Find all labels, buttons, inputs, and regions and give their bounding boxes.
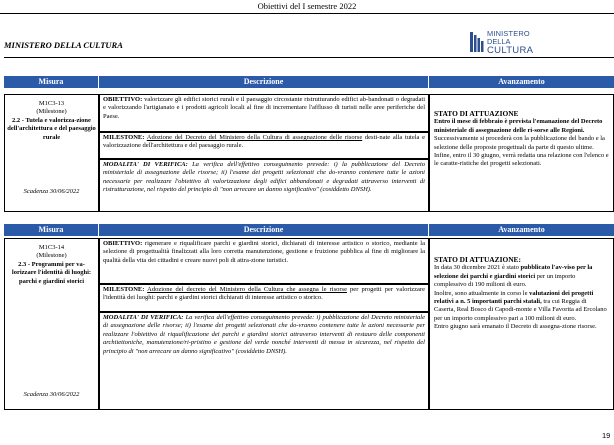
table-section-2 — [4, 224, 614, 410]
header-rule — [0, 13, 614, 14]
milestone-text: desti-nate alla tutela e valorizzazione dell'architettura e del paesaggio rurale. — [103, 134, 425, 150]
avanzamento-cell — [429, 94, 614, 212]
col-misura: Misura — [4, 224, 99, 236]
verifica-text: La verifica dell'effettivo conseguimento prevede: i) la pubblicazione del Decreto ministeriale di assegnazione delle risorse; ii) l'esame dei progetti selezionati che do-vranno contenere tutte le azioni necessarie per realizzare l'obiettivo di valorizzazione degli edifici abbandonati e degradati attraverso interventi di ristrutturazione, nel rispetto del principio di "non arrecare un danno significativo" (cosiddetto DNSH). — [103, 161, 425, 194]
col-misura: Misura — [4, 76, 99, 88]
measure-deadline: Scadenza 30/06/2022 — [23, 391, 80, 398]
stato-title: STATO DI ATTUAZIONE: — [434, 255, 521, 264]
milestone-label: MILESTONE: — [103, 134, 145, 141]
objective-label: OBIETTIVO: — [103, 96, 143, 103]
ministry-name: MINISTERO DELLA CULTURA — [4, 40, 123, 50]
stato-title: STATO DI ATTUAZIONE — [434, 109, 519, 118]
stato-p2-b: valutazioni dei progetti relativi a n. 5 importanti parchi statali, — [434, 289, 594, 306]
col-descrizione: Descrizione — [99, 76, 429, 88]
page-number: 19 — [602, 431, 611, 440]
stato-text: Successivamente si procederà con la pubblicazione del bando e la selezione delle proposte progettuali da parte di questo ultime. Infine, entro il 30 giugno, verrà redatta una relazione con l'elenco e le caratte-ristiche dei progetti selezionati. — [434, 135, 609, 168]
milestone-label: MILESTONE: — [103, 286, 145, 293]
objective-text: rigenerare e riqualificare parchi e giardini storici, dichiarati di interesse artistico o storico, mediante la selezione di progettualità finalizzati alla loro corretta manutenzione, gestione e fruizione pubblica al fine di migliorare la qualità della vita dei cittadini e creare nuovi poli di attra-zione turistici. — [103, 240, 425, 264]
milestone-underlined: Adozione del Decreto del Ministero della Cultura di assegnazione delle risorse — [146, 134, 363, 141]
measure-title: 2.3 - Programmi per va-lorizzare l'identità di luoghi: parchi e giardini storici — [11, 260, 92, 285]
stato-p1-c: per un importo complessivo di 190 milioni di euro. — [434, 272, 576, 289]
logo-line1: MINISTERO — [487, 29, 530, 38]
objective-cell — [99, 238, 429, 284]
measure-title: 2.2 - Tutela e valorizza-zione dell'architettura e del paesaggio rurale — [7, 116, 96, 141]
objective-text: valorizzare gli edifici storici rurali e il paesaggio circostante ristrutturando edifici ab-bandonati o degradati e valorizzando l'artigianato e i prodotti agricoli locali al fine di incrementare l'afflusso di turisti nelle aree periferiche del Paese. — [103, 96, 425, 120]
verifica-cell — [99, 159, 429, 212]
col-avanzamento: Avanzamento — [498, 225, 545, 234]
stato-text-bold: Entro il mese di febbraio è prevista l'emanazione del Decreto ministeriale di assegnazione delle ri-sorse alle Regioni. — [434, 118, 603, 134]
table-section-1 — [4, 76, 614, 212]
measure-deadline: Scadenza 30/06/2022 — [23, 188, 80, 195]
measure-kind: (Milestone) — [36, 108, 67, 116]
page-title: Obiettivi del I semestre 2022 — [257, 1, 357, 11]
milestone-text: per progetti per valorizzare l'identità dei luoghi: parchi e giardini storici dichiarati di interesse artistico o storico. — [103, 286, 425, 302]
verifica-label: MODALITA' DI VERIFICA: — [103, 161, 188, 168]
objective-label: OBIETTIVO: — [103, 240, 143, 247]
table-header — [4, 224, 614, 236]
stato-paragraph-2 — [434, 290, 609, 324]
measure-kind: (Milestone) — [36, 252, 67, 260]
stato-paragraph-1 — [434, 264, 609, 289]
col-descrizione: Descrizione — [99, 224, 429, 236]
ministry-emblem-icon — [470, 32, 484, 52]
stato-p1-b: pubblicato l'av-viso per la selezione dei parchi e giardini storici — [434, 264, 593, 280]
objective-cell — [99, 94, 429, 132]
ministry-logo — [470, 30, 540, 56]
stato-paragraph-3: Entro giugno sarà emanato il Decreto di assegna-zione risorse. — [434, 323, 597, 331]
stato-p2-a: Inoltre, sono attualmente in corso le — [434, 289, 530, 297]
misura-cell — [4, 238, 99, 410]
measure-code: M1C3-14 — [38, 244, 65, 251]
verifica-text: La verifica dell'effettivo conseguimento prevede: i) pubblicazione del Decreto ministeriale di assegnazione delle risorse; ii) l'esame dei progetti selezionati che do-vranno contenere tutte le azioni necessarie per realizzare l'obiettivo di riqualificazione dei parchi e giardini storici attraverso interventi di restauro delle componenti architettoniche, manutenzione/ri-pristino e gestione del verde nonché interventi di messa in sicurezza, nel rispetto del principio di "non arrecare un danno significativo" (cosiddetto DNSH). — [103, 314, 425, 355]
measure-code: M1C3-13 — [38, 100, 65, 107]
milestone-cell — [99, 284, 429, 312]
verifica-cell — [99, 312, 429, 410]
misura-cell — [4, 94, 99, 212]
logo-line3: CULTURA — [487, 45, 534, 56]
header-sub-rule — [4, 57, 614, 58]
verifica-label: MODALITA' DI VERIFICA: — [103, 314, 184, 321]
table-header — [4, 76, 614, 88]
stato-p2-c: tra cui Reggia di Caserta, Real Bosco di Capodi-monte e Villa Favorita ad Ercolano per un importo complessivo pari a 100 milioni di euro. — [434, 298, 607, 322]
logo-line2: DELLA — [487, 37, 511, 46]
col-avanzamento: Avanzamento — [498, 77, 545, 86]
avanzamento-cell — [429, 238, 614, 410]
stato-p1-a: In data 30 dicembre 2021 è stato — [434, 264, 521, 272]
milestone-cell — [99, 132, 429, 159]
milestone-underlined: Adozione del decreto del Ministero della Cultura che assegna le risorse — [147, 286, 347, 293]
